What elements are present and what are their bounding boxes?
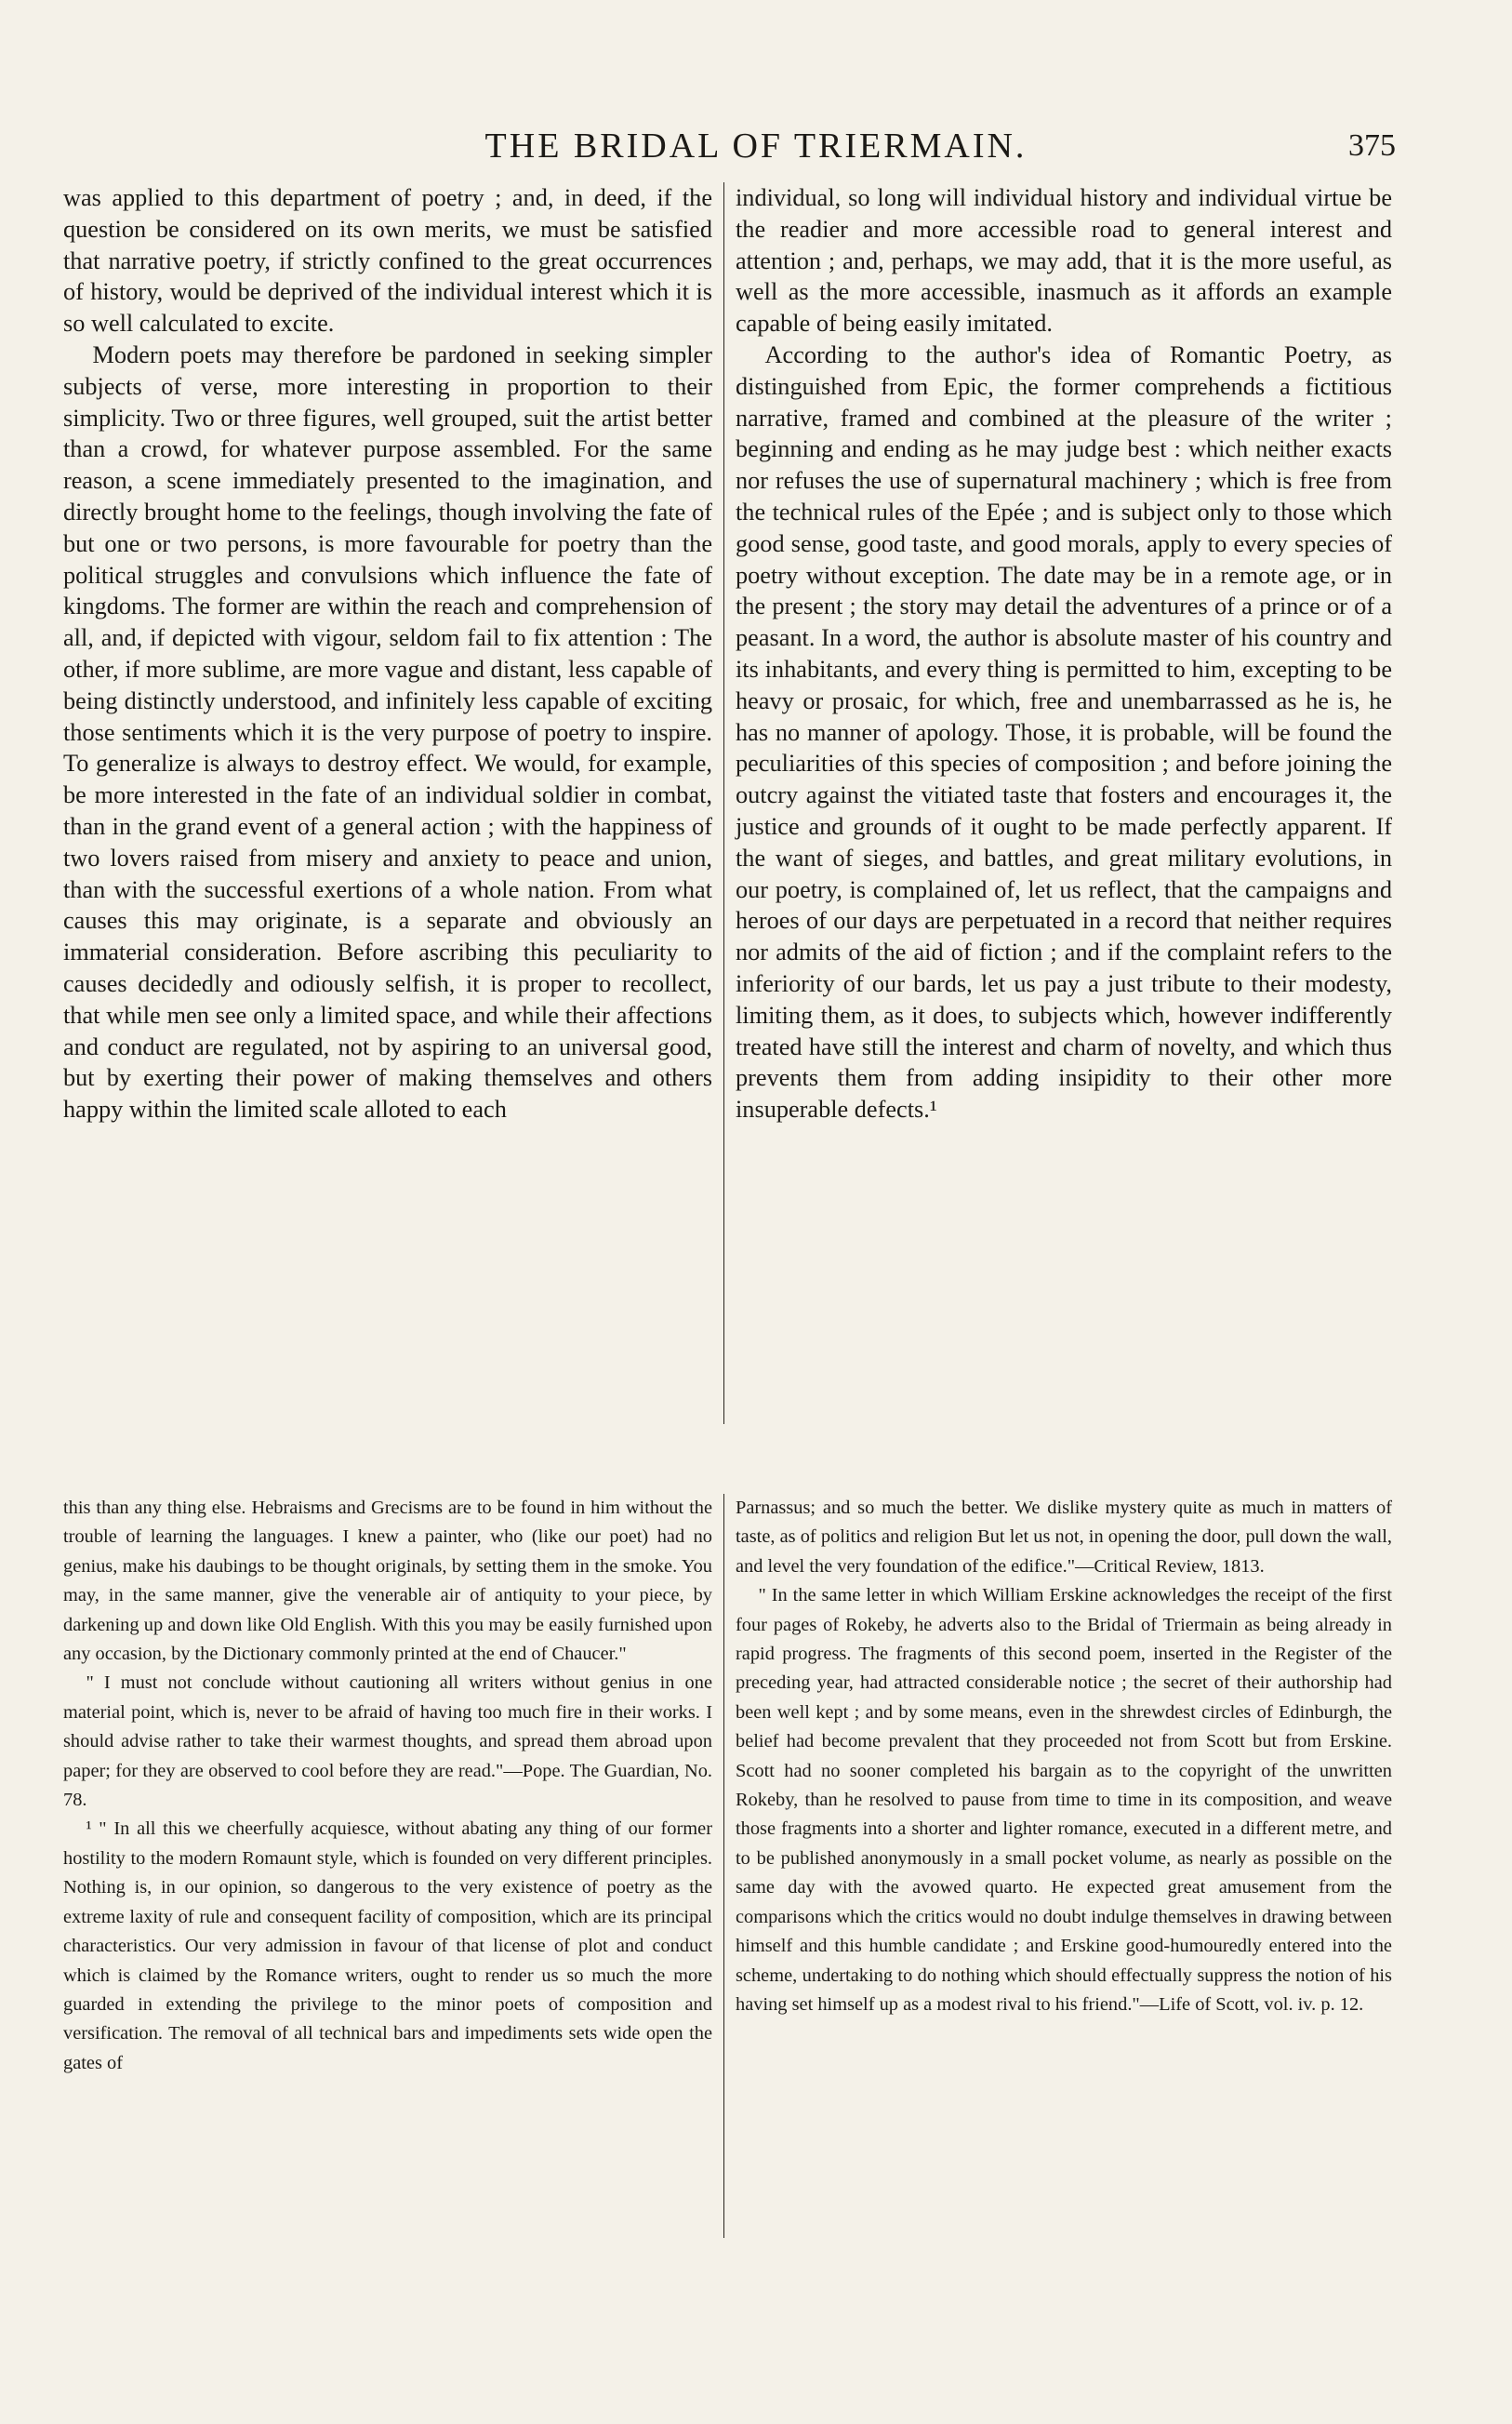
main-text-right-column	[736, 182, 1392, 1125]
paragraph: individual, so long will individual history and individual virtue be the readier and more accessible road to general interest and attention ; and, perhaps, we may add, that it is the more useful, as well as the more accessible, inasmuch as it affords an example capable of being easily imitated.	[736, 184, 1392, 338]
main-text-left-column	[63, 182, 712, 1125]
paragraph: Modern poets may therefore be pardoned in seeking simpler subjects of verse, more interesting in proportion to their simplicity. Two or three figures, well grouped, suit the artist better than a crowd, for whatever purpose assembled. For the same reason, a scene immediately presented to the imagination, and directly brought home to the feelings, though involving the fate of but one or two persons, is more favourable for poetry than the political struggles and convulsions which influence the fate of kingdoms. The former are within the reach and comprehension of all, and, if depicted with vigour, seldom fail to fix attention : The other, if more sublime, are more vague and distant, less capable of being distinctly understood, and infinitely less capable of exciting those sentiments which it is the very purpose of poetry to inspire. To generalize is always to destroy effect. We would, for example, be more interested in the fate of an individual soldier in combat, than in the grand event of a general action ; with the happiness of two lovers raised from misery and anxiety to peace and union, than with the successful exertions of a whole nation. From what causes this may originate, is a separate and obviously an immaterial consideration. Before ascribing this peculiarity to causes decidedly and odiously selfish, it is proper to recollect, that while men see only a limited space, and while their affections and conduct are regulated, not by aspiring to an universal good, but by exerting their power of making themselves and others happy within the limited scale alloted to each	[63, 340, 712, 1124]
footnote-paragraph: this than any thing else. Hebraisms and Grecisms are to be found in him without the trouble of learning the languages. I knew a painter, who (like our poet) had no genius, make his daubings to be thought originals, by setting them in the smoke. You may, in the same manner, give the venerable air of antiquity to your piece, by darkening up and down like Old English. With this you may be easily furnished upon any occasion, by the Dictionary commonly printed at the end of Chaucer."	[63, 1498, 712, 1665]
footnote-paragraph: ¹ " In all this we cheerfully acquiesce, without abating any thing of our former hostility to the modern Romaunt style, which is founded on very different principles. Nothing is, in our opinion, so dangerous to the very existence of poetry as the extreme laxity of rule and consequent facility of composition, which are its principal characteristics. Our very admission in favour of that license of plot and conduct which is claimed by the Romance writers, ought to render us so much the more guarded in extending the privilege to the minor poets of composition and versification. The removal of all technical bars and impediments sets wide open the gates of	[63, 1818, 712, 2073]
page-number: 375	[1348, 128, 1396, 163]
page-title: THE BRIDAL OF TRIERMAIN.	[484, 127, 1028, 166]
running-header	[0, 123, 1512, 169]
footnotes-right-column	[736, 1494, 1392, 2019]
column-divider	[723, 182, 724, 1424]
paragraph: According to the author's idea of Romantic Poetry, as distinguished from Epic, the former comprehends a fictitious narrative, framed and combined at the pleasure of the writer ; beginning and ending as he may judge best : which neither exacts nor refuses the use of supernatural machinery ; which is free from the technical rules of the Epée ; and is subject only to those which good sense, good taste, and good morals, apply to every species of poetry without exception. The date may be in a remote age, or in the present ; the story may detail the adventures of a prince or of a peasant. In a word, the author is absolute master of his country and its inhabitants, and every thing is permitted to him, excepting to be heavy or prosaic, for which, free and unembarrassed as he is, he has no manner of apology. Those, it is probable, will be found the peculiarities of this species of composition ; and before joining the outcry against the vitiated taste that fosters and encourages it, the justice and grounds of it ought to be made perfectly apparent. If the want of sieges, and battles, and great military evolutions, in our poetry, is complained of, let us reflect, that the campaigns and heroes of our days are perpetuated in a record that neither requires nor admits of the aid of fiction ; and if the complaint refers to the inferiority of our bards, let us pay a just tribute to their modesty, limiting them, as it does, to subjects which, however indifferently treated have still the interest and charm of novelty, and which thus prevents them from adding insipidity to their other more insuperable defects.¹	[736, 340, 1392, 1124]
footnote-paragraph: Parnassus; and so much the better. We dislike mystery quite as much in matters of taste, as of politics and religion But let us not, in opening the door, pull down the wall, and level the very foundation of the edifice."—Critical Review, 1813.	[736, 1498, 1392, 1577]
footnote-column-divider	[723, 1494, 724, 2238]
footnote-paragraph: " I must not conclude without cautioning all writers without genius in one material point, which is, never to be afraid of having too much fire in their works. I should advise rather to take their warmest thoughts, and spread them abroad upon paper; for they are observed to cool before they are read."—Pope. The Guardian, No. 78.	[63, 1672, 712, 1811]
footnote-paragraph: " In the same letter in which William Erskine acknowledges the receipt of the first four pages of Rokeby, he adverts also to the Bridal of Triermain as being already in rapid progress. The fragments of this second poem, inserted in the Register of the preceding year, had attracted considerable notice ; the secret of their authorship had been well kept ; and by some means, even in the shrewdest circles of Edinburgh, the belief had become prevalent that they proceeded not from Scott but from Erskine. Scott had no sooner completed his bargain as to the copyright of the unwritten Rokeby, than he resolved to pause from time to time in its composition, and weave those fragments into a shorter and lighter romance, executed in a different metre, and to be published anonymously in a small pocket volume, as nearly as possible on the same day with the avowed quarto. He expected great amusement from the comparisons which the critics would no doubt indulge themselves in drawing between himself and this humble candidate ; and Erskine good-humouredly entered into the scheme, undertaking to do nothing which should effectually suppress the notion of his having set himself up as a modest rival to his friend."—Life of Scott, vol. iv. p. 12.	[736, 1585, 1392, 2015]
footnotes-left-column	[63, 1494, 712, 2078]
paragraph: was applied to this department of poetry ; and, in deed, if the question be considered on its own merits, we must be satisfied that narrative poetry, if strictly confined to the great occurrences of history, would be deprived of the individual interest which it is so well calculated to excite.	[63, 184, 712, 338]
